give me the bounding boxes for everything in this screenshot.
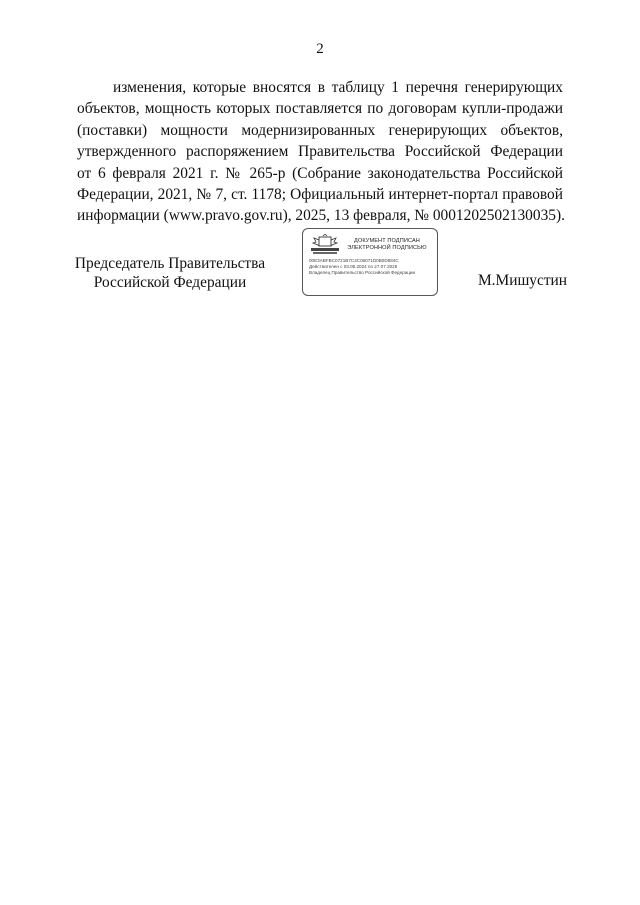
paragraph-line: объектов, мощность которых поставляется по договорам купли-продажи: [77, 100, 563, 118]
paragraph-line: изменения, которые вносятся в таблицу 1 перечня генерирующих: [113, 79, 563, 96]
paragraph-line: утвержденного распоряжением Правительства Российской Федерации: [77, 143, 563, 161]
electronic-signature-stamp: [302, 228, 438, 296]
stamp-validity: Действителен с 03.06.2024 по 27.07.2025: [309, 263, 398, 269]
stamp-certificate: 00E3ABFBC0721B7C4C06071D0B0D884C: [309, 258, 399, 263]
paragraph-line: (поставки) мощности модернизированных генерирующих объектов,: [77, 121, 563, 139]
stamp-heading-line1: ДОКУМЕНТ ПОДПИСАН: [354, 238, 420, 244]
signer-name: М.Мишустин: [478, 272, 568, 289]
body-paragraph: [77, 77, 563, 227]
stamp-heading: [341, 238, 433, 252]
paragraph-line: Федерации, 2021, № 7, ст. 1178; Официальный интернет-портал правовой: [77, 185, 563, 203]
paragraph-line: от 6 февраля 2021 г. № 265-р (Собрание законодательства Российской: [77, 164, 563, 182]
paragraph-line: информации (www.pravo.gov.ru), 2025, 13 февраля, № 0001202502130035).: [77, 207, 565, 225]
page-number: 2: [316, 41, 324, 57]
signer-title: [70, 254, 270, 292]
signer-title-line1: Председатель Правительства: [74, 255, 266, 272]
stamp-details: [309, 258, 433, 275]
stamp-owner: Владелец Правительство Российской Федерации: [309, 269, 416, 275]
coat-of-arms-icon: [310, 234, 340, 256]
signer-title-line2: Российской Федерации: [93, 274, 247, 291]
stamp-heading-line2: ЭЛЕКТРОННОЙ ПОДПИСЬЮ: [347, 245, 427, 251]
